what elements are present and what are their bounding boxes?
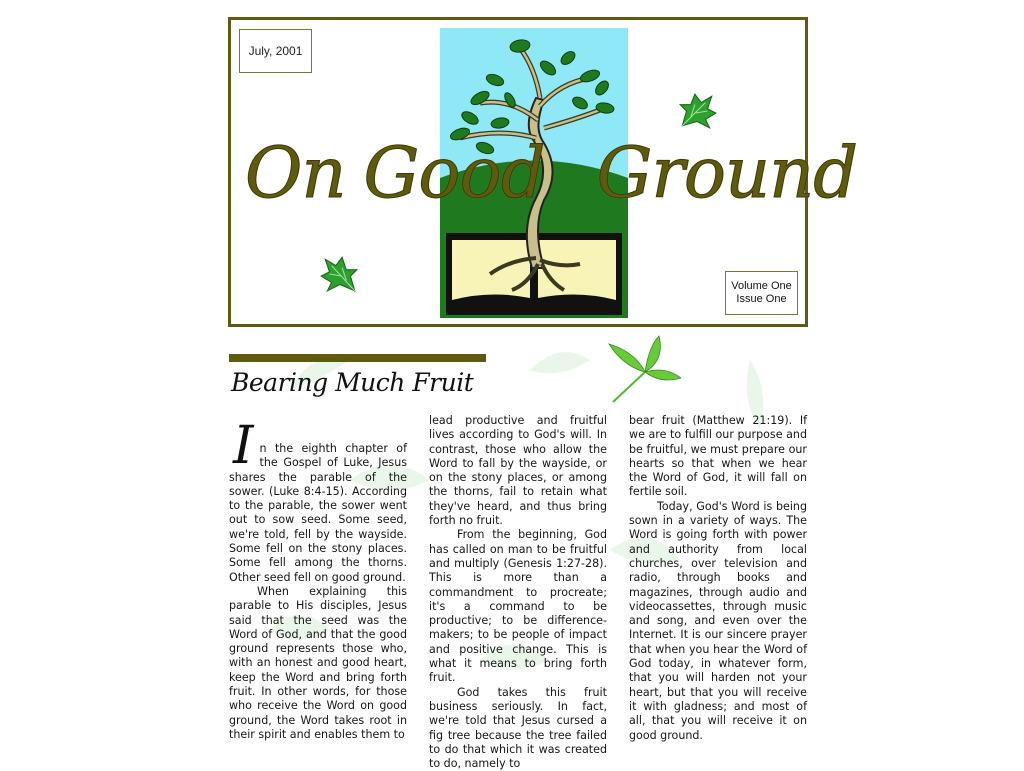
issue-date: July, 2001: [248, 44, 303, 58]
paragraph: n the eighth chapter of the Gospel of Luke, Jesus shares the parable of the sower. (Luke 8:4-15). According to the parable, the sower went out to sow seed. Some seed, we're told, fell by the wayside. Some fell on the stony places. Some fell among the thorns. Other seed fell on good ground.: [229, 442, 407, 584]
green-sprig-icon: [605, 332, 681, 404]
title-word-good: Good: [363, 132, 545, 214]
paragraph: When explaining this parable to His disciples, Jesus said that the seed was the Word of God, and that the good ground represents those who, with an honest and good heart, keep the Word and bring forth fruit. In other words, for those who receive the Word on good ground, the Word takes root in their spirit and enables them to: [229, 584, 407, 741]
date-box: [239, 29, 312, 73]
maple-leaf-icon: [319, 253, 361, 295]
masthead: [228, 17, 857, 327]
maple-leaf-icon: [676, 90, 718, 132]
issue-box: [725, 271, 798, 315]
paragraph: From the beginning, God has called on man to be fruitful and multiply (Genesis 1:27-28). This is more than a commandment to procreate; it's a command to be productive; to be difference-makers; to be people of impact and positive change. This is what it means to bring forth fruit.: [429, 528, 607, 685]
paragraph: bear fruit (Matthew 21:19). If we are to fulfill our purpose and be fruitful, we must prepare our hearts so that when we hear the Word of God, it will fall on fertile soil.: [629, 414, 807, 499]
paragraph: lead productive and fruitful lives according to God's will. In contrast, those who allow the Word to fall by the wayside, or on the stony places, or among the thorns, fail to retain what they've heard, and thus bring forth no fruit.: [429, 414, 607, 528]
title-word-on: On: [245, 132, 346, 214]
article-headline: Bearing Much Fruit: [231, 368, 474, 397]
paragraph: God takes this fruit business seriously. In fact, we're told that Jesus cursed a fig tree because the tree failed to do that which it was created to do, namely to: [429, 685, 607, 771]
volume-label: Volume One: [731, 280, 792, 292]
article-column-3: [629, 414, 807, 743]
paragraph: Today, God's Word is being sown in a variety of ways. The Word is going forth with power and authority from local churches, over television and radio, through books and magazines, through audio and videocassettes, through music and song, and even over the Internet. It is our sincere prayer that when you hear the Word of God today, in whatever form, that you will harden not your heart, but that you will receive it with gladness; and most of all, that you will receive it on good ground.: [629, 499, 807, 742]
section-rule: [229, 354, 486, 362]
drop-cap: I: [233, 416, 254, 476]
issue-label: Issue One: [736, 293, 787, 305]
article-column-2: [429, 414, 607, 771]
article-column-1: [229, 416, 407, 742]
newsletter-title: [245, 132, 857, 214]
title-word-ground: Ground: [596, 132, 857, 214]
